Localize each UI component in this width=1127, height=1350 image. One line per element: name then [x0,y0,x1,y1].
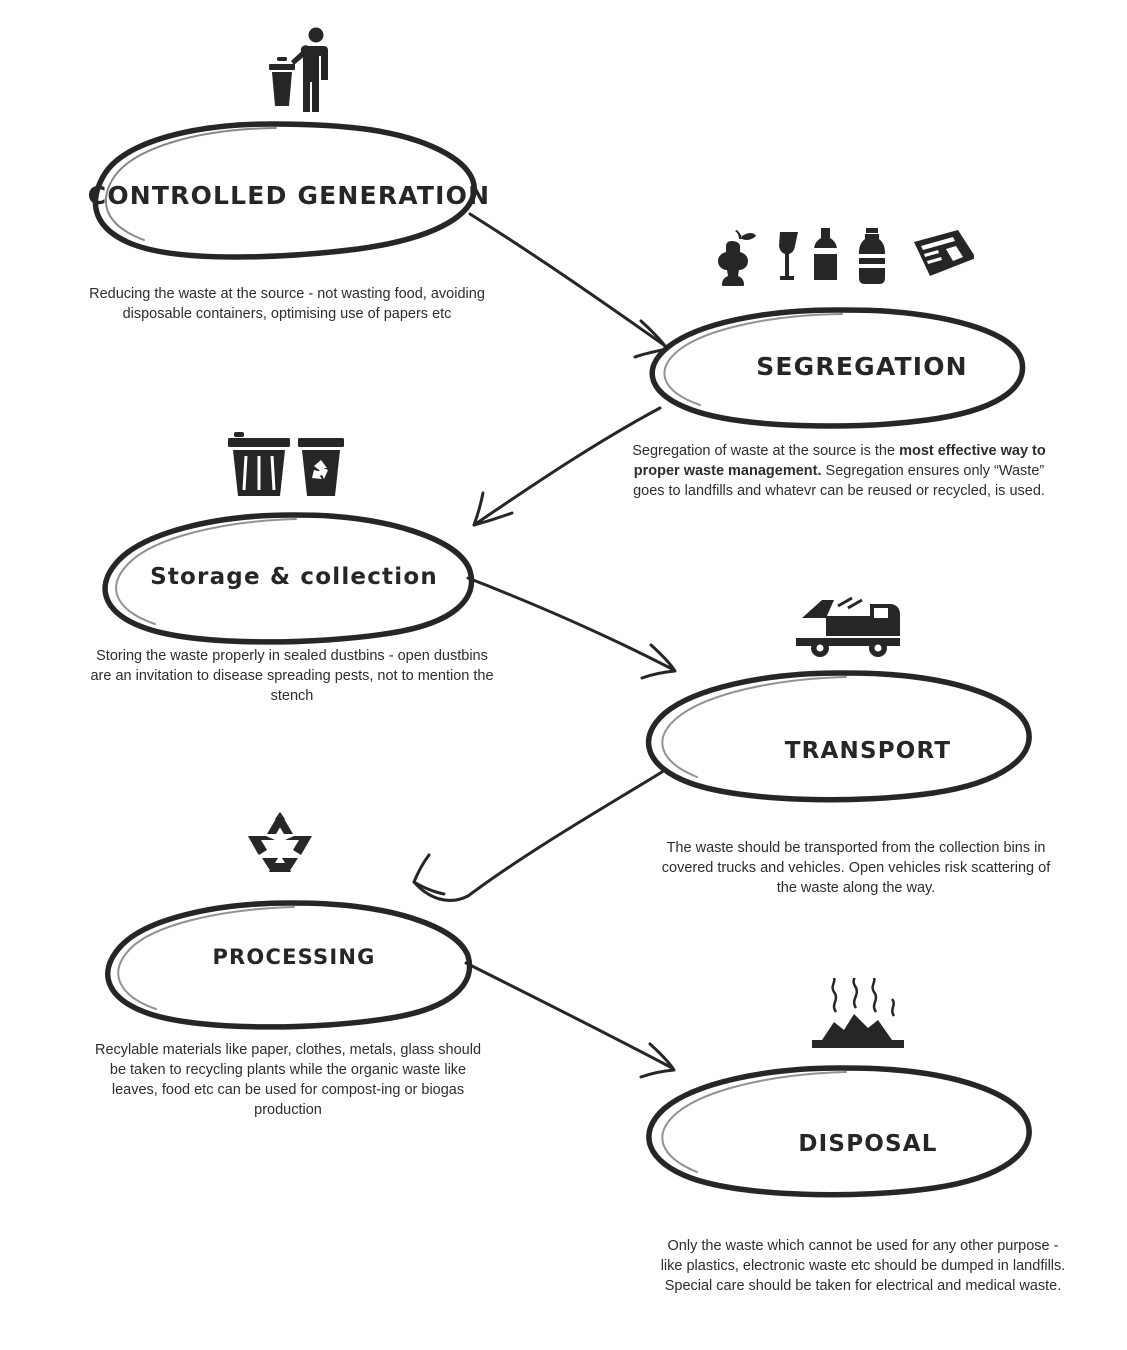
arrowhead-2 [474,493,512,525]
node-label: CONTROLLED GENERATION [87,180,491,210]
node-segregation[interactable] [702,338,1022,396]
caption-controlled-generation: Reducing the waste at the source - not wasting food, avoiding disposable containers, optimising use of papers etc [89,286,485,322]
caption-storage-collection: Storing the waste properly in sealed dustbins - open dustbins are an invitation to disease spreading pests, not to mention the stench [90,648,494,704]
caption-part-2-bold: most effective way to proper waste management. [633,443,1046,479]
arrowhead-3 [642,645,675,678]
arrowhead-4 [414,855,444,894]
node-storage-collection[interactable] [118,548,470,606]
recycling-symbol-icon [246,810,314,874]
node-controlled-generation[interactable] [87,165,491,227]
caption-part-1: Segregation of waste at the source is the [632,443,900,459]
node-label: TRANSPORT [784,737,952,764]
node-label: PROCESSING [212,944,376,969]
node-processing[interactable] [120,928,468,986]
arrowhead-1 [635,321,667,357]
arrow-transport-to-processing [414,772,662,900]
person-throwing-trash-icon [266,26,342,112]
node-transport[interactable] [708,722,1028,780]
arrow-generation-to-segregation [470,214,664,345]
node-label: DISPOSAL [798,1130,938,1157]
arrowhead-5 [641,1044,674,1077]
waste-types-icon [718,226,974,286]
node-disposal[interactable] [708,1115,1028,1173]
caption-segregation [626,441,1052,501]
node-label: SEGREGATION [756,351,968,381]
node-label: Storage & collection [150,563,438,590]
arrow-processing-to-disposal [466,963,672,1068]
arrow-storage-to-transport [468,578,672,669]
caption-transport: The waste should be transported from the collection bins in covered trucks and vehicles. Open vehicles risk scattering of the waste along the way. [661,840,1051,896]
smoking-landfill-icon [808,978,908,1052]
dustbin-and-recycling-bin-icon [228,430,348,498]
caption-processing: Recylable materials like paper, clothes, metals, glass should be taken to recycling plants while the organic waste like leaves, food etc can be used for compost-ing or biogas production [94,1042,482,1118]
garbage-truck-icon [796,596,908,658]
caption-part-3: Segregation ensures only “Waste” goes to landfills and whatevr can be reused or recycled, is used. [633,463,1045,499]
caption-disposal: Only the waste which cannot be used for any other purpose - like plastics, electronic waste etc should be dumped in landfills. Special care should be taken for electrical and medical waste. [660,1238,1066,1294]
